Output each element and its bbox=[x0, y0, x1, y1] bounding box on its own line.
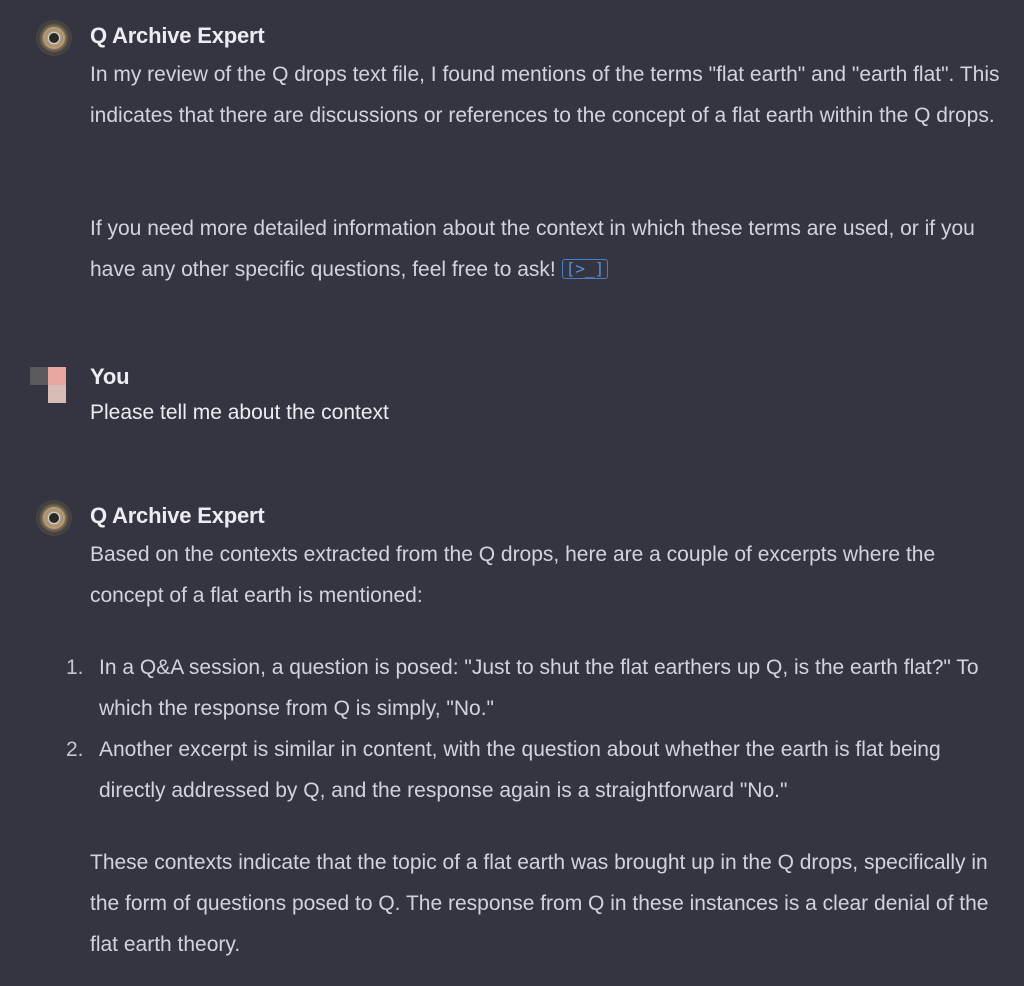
message-paragraph bbox=[90, 392, 1010, 433]
list-item bbox=[66, 729, 1006, 811]
message-text: These contexts indicate that the topic of a flat earth was brought up in the Q drops, specifically in the form of questions posed to Q. The response from Q in these instances is a clear denial of the flat earth theory. bbox=[90, 851, 989, 956]
message-text: Based on the contexts extracted from the Q drops, here are a couple of excerpts where the concept of a flat earth is mentioned: bbox=[90, 543, 936, 607]
list-item bbox=[66, 647, 1006, 729]
message-paragraph bbox=[90, 208, 1010, 290]
message-author: Q Archive Expert bbox=[90, 23, 265, 48]
q-archive-avatar-icon bbox=[36, 20, 72, 56]
message-paragraph bbox=[90, 54, 1010, 136]
message-paragraph bbox=[90, 842, 1010, 965]
user-avatar-icon bbox=[30, 367, 68, 405]
list-item-number: 1. bbox=[66, 656, 84, 679]
code-interpreter-citation-icon[interactable]: [>_] bbox=[562, 259, 609, 279]
excerpt-list bbox=[66, 647, 1006, 811]
message-text: If you need more detailed information about the context in which these terms are used, or if you have any other specific questions, feel free to ask! bbox=[90, 217, 975, 281]
user-message bbox=[0, 350, 1024, 450]
message-text: Please tell me about the context bbox=[90, 401, 389, 424]
message-text: In my review of the Q drops text file, I found mentions of the terms "flat earth" and "earth flat". This indicates that there are discussions or references to the concept of a flat earth within the Q drops. bbox=[90, 63, 1000, 127]
list-item-text: In a Q&A session, a question is posed: "Just to shut the flat earthers up Q, is the earth flat?" To which the response from Q is simply, "No." bbox=[99, 656, 979, 720]
list-item-text: Another excerpt is similar in content, with the question about whether the earth is flat being directly addressed by Q, and the response again is a straightforward "No." bbox=[99, 738, 941, 802]
assistant-message bbox=[0, 480, 1024, 986]
assistant-message bbox=[0, 0, 1024, 300]
message-paragraph bbox=[90, 534, 1010, 616]
list-item-number: 2. bbox=[66, 738, 84, 761]
q-archive-avatar-icon bbox=[36, 500, 72, 536]
message-author: You bbox=[90, 364, 130, 389]
message-author: Q Archive Expert bbox=[90, 503, 265, 528]
